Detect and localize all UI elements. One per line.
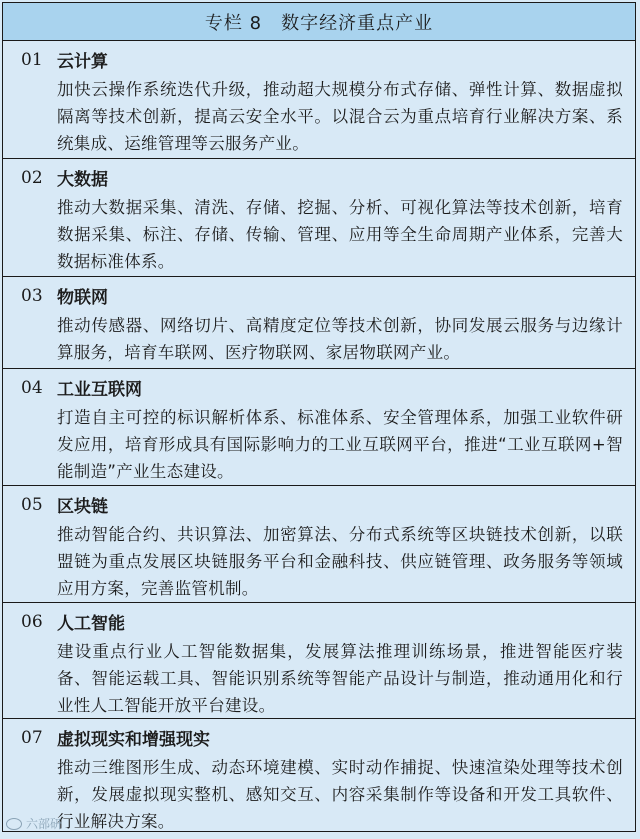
- section-big-data: [3, 159, 635, 277]
- section-head: [21, 486, 623, 521]
- section-body: 推动大数据采集、清洗、存储、挖掘、分析、可视化算法等技术创新，培育数据采集、标注、存储、传输、管理、应用等全生命周期产业体系，完善大数据标准体系。: [57, 198, 623, 271]
- section-head: [21, 603, 623, 638]
- section-head: [21, 369, 623, 404]
- section-number: 01: [21, 49, 43, 70]
- panel-title: 专栏 8 数字经济重点产业: [3, 3, 635, 41]
- section-title: 区块链: [57, 497, 108, 517]
- section-title: 虚拟现实和增强现实: [57, 730, 210, 750]
- document-panel: [2, 2, 636, 832]
- watermark-text: 六部研: [26, 817, 63, 831]
- section-title: 物联网: [57, 288, 108, 308]
- section-head: [21, 41, 623, 76]
- section-ai: [3, 603, 635, 719]
- section-number: 06: [21, 611, 43, 632]
- section-blockchain: [3, 486, 635, 603]
- section-number: 03: [21, 285, 43, 306]
- section-head: [21, 277, 623, 312]
- section-body: 打造自主可控的标识解析体系、标准体系、安全管理体系，加强工业软件研发应用，培育形成具有国际影响力的工业互联网平台，推进“工业互联网+智能制造”产业生态建设。: [57, 408, 623, 481]
- section-body: 推动传感器、网络切片、高精度定位等技术创新，协同发展云服务与边缘计算服务，培育车联网、医疗物联网、家居物联网产业。: [57, 316, 623, 362]
- section-number: 05: [21, 494, 43, 515]
- section-body: 推动三维图形生成、动态环境建模、实时动作捕捉、快速渲染处理等技术创新，发展虚拟现实整机、感知交互、内容采集制作等设备和开发工具软件、行业解决方案。: [57, 758, 623, 831]
- section-number: 07: [21, 727, 43, 748]
- section-cloud-computing: [3, 41, 635, 159]
- wechat-icon: [6, 818, 22, 830]
- section-body: 建设重点行业人工智能数据集，发展算法推理训练场景，推进智能医疗装备、智能运载工具、智能识别系统等智能产品设计与制造，推动通用化和行业性人工智能开放平台建设。: [57, 642, 623, 715]
- section-number: 04: [21, 377, 43, 398]
- section-industrial-internet: [3, 369, 635, 486]
- section-title: 工业互联网: [57, 380, 142, 400]
- section-iot: [3, 277, 635, 369]
- section-body: 加快云操作系统迭代升级，推动超大规模分布式存储、弹性计算、数据虚拟隔离等技术创新，提高云安全水平。以混合云为重点培育行业解决方案、系统集成、运维管理等云服务产业。: [57, 80, 623, 153]
- section-title: 大数据: [57, 170, 108, 190]
- section-vr-ar: [3, 719, 635, 839]
- section-title: 人工智能: [57, 614, 125, 634]
- section-head: [21, 159, 623, 194]
- section-head: [21, 719, 623, 754]
- section-number: 02: [21, 167, 43, 188]
- section-body: 推动智能合约、共识算法、加密算法、分布式系统等区块链技术创新，以联盟链为重点发展区块链服务平台和金融科技、供应链管理、政务服务等领域应用方案，完善监管机制。: [57, 525, 623, 598]
- section-title: 云计算: [57, 52, 108, 72]
- watermark: [6, 815, 62, 832]
